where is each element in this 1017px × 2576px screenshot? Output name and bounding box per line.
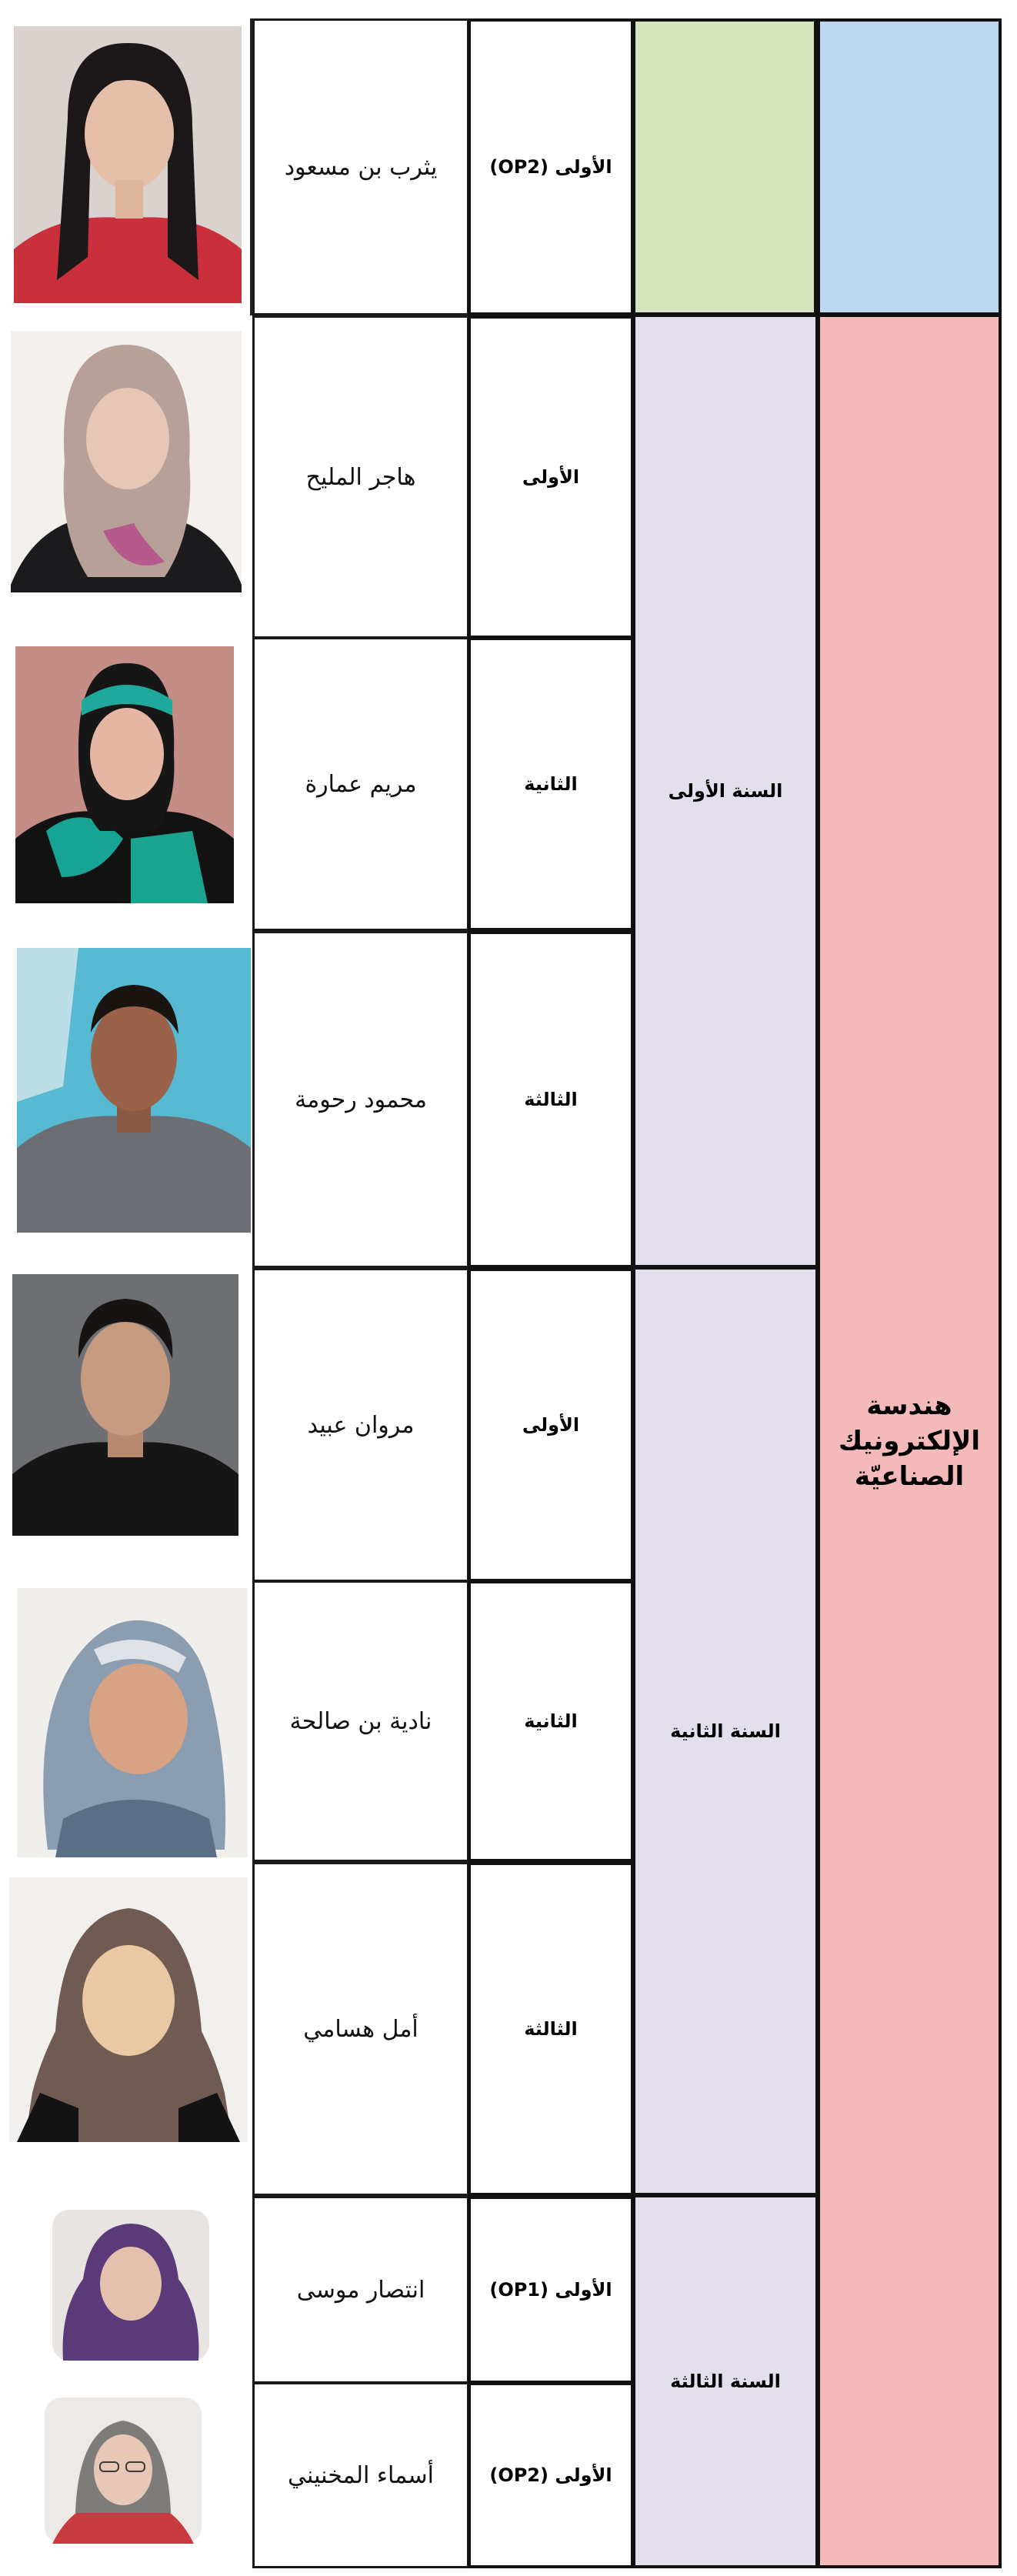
rank-cell bbox=[468, 1268, 634, 1582]
student-name-cell bbox=[252, 1862, 469, 2196]
student-photo-5 bbox=[6, 1270, 252, 1580]
student-name: نادية بن صالحة bbox=[289, 1707, 432, 1735]
rank-label: الثانية bbox=[524, 1710, 578, 1732]
student-photo-3 bbox=[6, 639, 252, 931]
portrait-image bbox=[52, 2210, 209, 2361]
student-name-cell bbox=[252, 18, 469, 315]
student-name-cell bbox=[252, 1268, 469, 1582]
student-photo-1 bbox=[9, 18, 252, 315]
student-photo-2 bbox=[6, 315, 252, 637]
student-photo-6 bbox=[6, 1582, 252, 1862]
student-name-cell bbox=[252, 315, 469, 639]
student-name-cell bbox=[252, 2382, 469, 2568]
rank-cell bbox=[468, 315, 634, 639]
rank-label: الثالثة bbox=[524, 1089, 578, 1110]
top-green-cell bbox=[632, 18, 817, 315]
rank-cell bbox=[468, 637, 634, 931]
department-cell bbox=[817, 314, 1002, 2568]
top-blue-cell bbox=[817, 18, 1002, 315]
portrait-image bbox=[9, 1877, 248, 2142]
portrait-image bbox=[45, 2397, 202, 2544]
student-name: مروان عبيد bbox=[307, 1411, 415, 1439]
student-name: أسماء المخنيني bbox=[288, 2461, 434, 2489]
rank-cell bbox=[468, 931, 634, 1268]
portrait-image bbox=[15, 646, 234, 903]
year-cell-first bbox=[632, 314, 819, 1268]
department-label: هندسة الإلكترونيك الصناعيّة bbox=[839, 1390, 980, 1492]
year-label: السنة الأولى bbox=[668, 780, 783, 802]
student-photo-8 bbox=[6, 2197, 252, 2384]
rank-label: الأولى (OP2) bbox=[489, 2464, 612, 2486]
rank-cell bbox=[468, 1580, 634, 1862]
rank-label: الأولى bbox=[522, 466, 580, 488]
student-name: محمود رحومة bbox=[295, 1086, 427, 1113]
year-cell-third bbox=[632, 2194, 819, 2568]
student-name-cell bbox=[252, 637, 469, 931]
table-right-border bbox=[999, 18, 1002, 2568]
rank-cell bbox=[468, 2382, 634, 2568]
student-name: يثرب بن مسعود bbox=[284, 153, 438, 181]
student-photo-4 bbox=[6, 933, 252, 1268]
student-name-cell bbox=[252, 2196, 469, 2384]
portrait-image bbox=[14, 26, 242, 303]
rank-cell bbox=[468, 1862, 634, 2196]
portrait-image bbox=[17, 1588, 248, 1857]
rank-label: الأولى (OP1) bbox=[489, 2279, 612, 2301]
student-name: أمل هسامي bbox=[303, 2015, 418, 2043]
rank-cell bbox=[468, 2196, 634, 2384]
student-photo-9 bbox=[6, 2384, 252, 2568]
portrait-image bbox=[17, 948, 251, 1233]
rank-label: الأولى (OP2) bbox=[489, 156, 612, 178]
year-label: السنة الثالثة bbox=[670, 2371, 781, 2392]
rank-label: الثانية bbox=[524, 773, 578, 795]
year-label: السنة الثانية bbox=[670, 1720, 781, 1742]
portrait-image bbox=[11, 331, 242, 592]
rank-label: الثالثة bbox=[524, 2018, 578, 2040]
student-name-cell bbox=[252, 1580, 469, 1862]
rank-label: الأولى bbox=[522, 1414, 580, 1436]
rank-cell bbox=[468, 18, 634, 315]
student-photo-7 bbox=[6, 1864, 252, 2196]
student-name: مريم عمارة bbox=[305, 770, 417, 798]
student-name: هاجر المليح bbox=[305, 463, 416, 491]
student-name: انتصار موسى bbox=[296, 2276, 425, 2304]
portrait-image bbox=[12, 1274, 238, 1536]
year-cell-second bbox=[632, 1266, 819, 2196]
student-name-cell bbox=[252, 931, 469, 1268]
